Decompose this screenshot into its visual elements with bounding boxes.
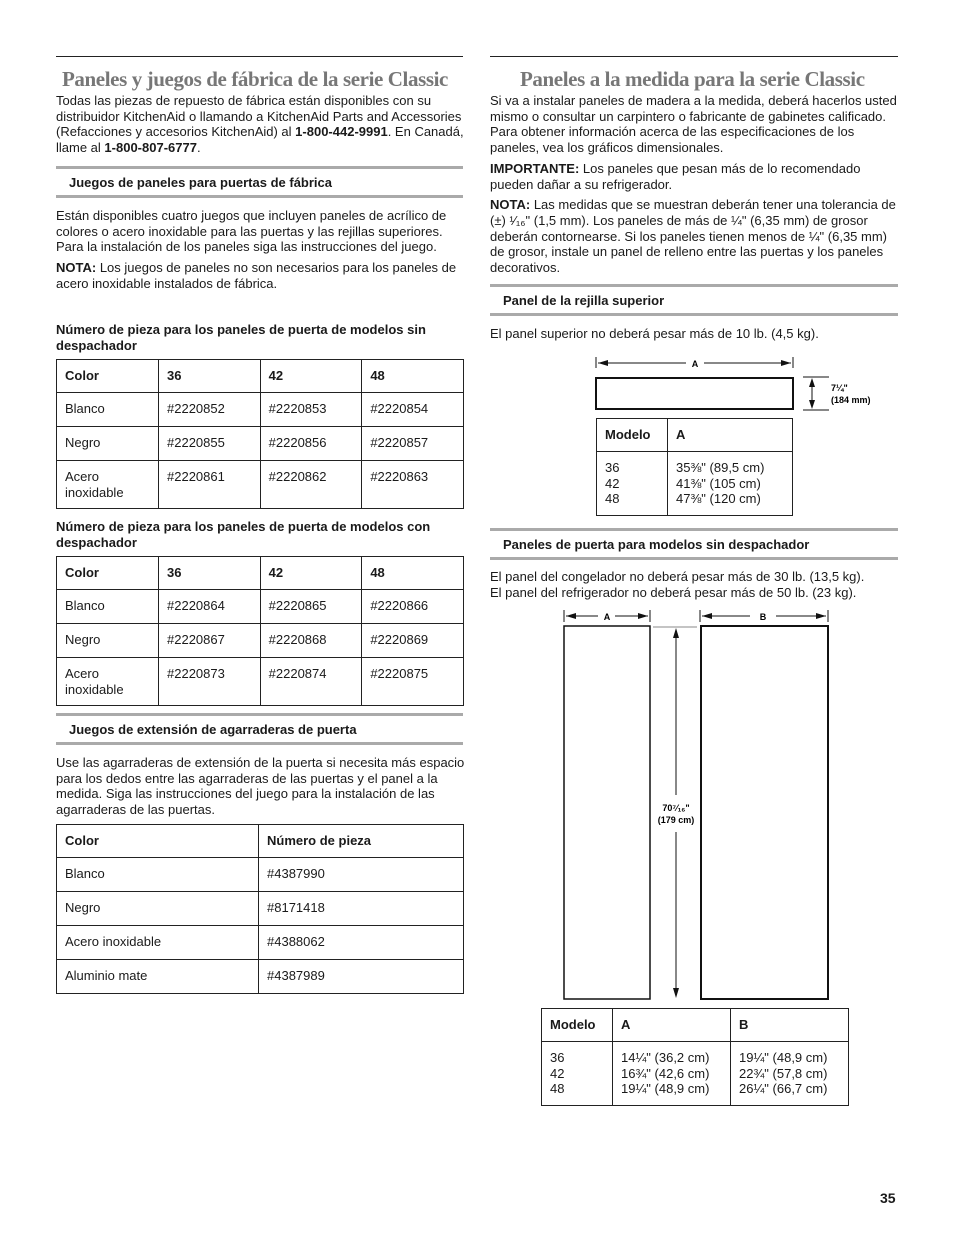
table-value: 19¼" (48,9 cm) [621,1081,710,1097]
grille-text: El panel superior no deberá pesar más de 10 lb. (4,5 kg). [490,326,819,341]
table-cell: Número de pieza [259,825,464,858]
table-cell: #2220861 [159,461,261,509]
table-cell: Acero inoxidable [57,926,259,960]
table-cell: #2220857 [362,427,464,461]
table-cell: Color [57,557,159,590]
table-cell: #4387990 [259,858,464,892]
table-cell: #4387989 [259,960,464,994]
table-cell: #2220874 [260,658,362,706]
table-cell: #2220856 [260,427,362,461]
table-cell: #4388062 [259,926,464,960]
table-value: 14¼" (36,2 cm) [621,1050,710,1065]
table-cell: 36 [159,557,261,590]
grille-dim-a: A [691,359,699,369]
handle-kits-text: Use las agarraderas de extensión de la puerta si necesita más espacio para los dedos entre las agarraderas de las puertas y el panel a la medida. Siga las instrucciones del juego para la instalación de las agarraderas de las puertas. [56,755,465,818]
section-factory-panel-kits: Juegos de paneles para puertas de fábrica [56,166,463,198]
door-dimension-table [541,1008,849,1106]
table-cell [731,1042,849,1106]
table-value: 16¾" (42,6 cm) [621,1065,710,1081]
table-cell: #2220868 [260,624,362,658]
table-value: 36 [605,460,620,475]
table-cell: #2220873 [159,658,261,706]
table-cell: #2220854 [362,393,464,427]
table-cell: B [731,1009,849,1042]
door-panels-text: El panel del congelador no deberá pesar más de 30 lb. (13,5 kg). El panel del refrigerador no deberá pesar más de 50 lb. (23 kg). [490,569,865,600]
table-value: 42 [605,475,620,491]
table-cell: #2220853 [260,393,362,427]
left-intro: Todas las piezas de repuesto de fábrica están disponibles con su distribuidor KitchenAid o llamando a KitchenAid Parts and Accessories (Refacciones y accesorios KitchenAid) al 1-800-442-9991. En Canadá, llame al 1-800-807-6777. [56,93,464,156]
table-cell: Aluminio mate [57,960,259,994]
table-cell: 42 [260,360,362,393]
table-cell: Acero inoxidable [57,658,159,706]
table-cell: Blanco [57,858,259,892]
section-top-grille-panel: Panel de la rejilla superior [490,284,898,316]
table-cell: #2220852 [159,393,261,427]
door-dim-a: A [603,612,611,622]
table-cell: Blanco [57,393,159,427]
table-cell: Negro [57,892,259,926]
table-cell: Color [57,825,259,858]
table-cell: #2220869 [362,624,464,658]
table-cell: #2220875 [362,658,464,706]
table-cell: 48 [362,557,464,590]
table-cell: Modelo [542,1009,613,1042]
table-cell: #2220867 [159,624,261,658]
table-value: 19¼" (48,9 cm) [739,1050,828,1065]
table-cell: A [668,419,793,452]
table-cell: 48 [362,360,464,393]
table-cell: 42 [260,557,362,590]
table-row [542,1042,849,1106]
table-header-row [542,1009,849,1042]
table-cell: A [613,1009,731,1042]
table-cell: #8171418 [259,892,464,926]
table-cell: 36 [159,360,261,393]
table-cell [613,1042,731,1106]
table-cell: #2220866 [362,590,464,624]
door-height: 70⁷⁄₁₆" [662,803,690,813]
table-cell: #2220863 [362,461,464,509]
table-value: 26¼" (66,7 cm) [739,1081,828,1097]
table2-title: Número de pieza para los paneles de puerta de modelos con despachador [56,519,431,550]
table-value: 42 [550,1065,565,1081]
table-cell: Blanco [57,590,159,624]
left-title: Paneles y juegos de fábrica de la serie Classic [62,67,448,91]
door-dim-b: B [759,612,767,622]
table1-title: Número de pieza para los paneles de puerta de modelos sin despachador [56,322,426,353]
table-value: 48 [605,491,620,507]
table-cell: #2220865 [260,590,362,624]
door-height-cm: (179 cm) [657,815,695,825]
table-cell: Negro [57,427,159,461]
table-value: 41⅜" (105 cm) [676,475,761,491]
table-cell: #2220864 [159,590,261,624]
grille-height: 7¼" [831,383,848,393]
table-cell: #2220855 [159,427,261,461]
grille-height-mm: (184 mm) [831,395,871,405]
right-title: Paneles a la medida para la serie Classic [520,67,865,91]
factory-kits-text: Están disponibles cuatro juegos que incluyen paneles de acrílico de colores o acero inoxidable para las puertas y las rejillas superiores. Para la instalación de los paneles siga las instrucciones del juego. NOTA: Los juegos de paneles no son necesarios para los paneles de acero inoxidable instalados de fábrica. [56,208,457,291]
table-value: 48 [550,1081,565,1097]
table-value: 35⅜" (89,5 cm) [676,460,765,475]
table-cell: Modelo [597,419,668,452]
table-value: 47⅜" (120 cm) [676,491,761,507]
table-value: 22¾" (57,8 cm) [739,1065,828,1081]
table-cell: Acero inoxidable [57,461,159,509]
table-value: 36 [550,1050,565,1065]
page-number: 35 [880,1190,896,1206]
table-cell: Color [57,360,159,393]
right-intro: Si va a instalar paneles de madera a la medida, deberá hacerlos usted mismo o consultar un carpintero o fabricante de gabinetes calificado. Para obtener información acerca de las especificaciones de los paneles, vea los gráficos dimensionales. IMPORTANTE: Los paneles que pesan más de lo recomendado pueden dañar a su refrigerador. NOTA: Las medidas que se muestran deberán tener una tolerancia de (±) ¹⁄₁₆" (1,5 mm). Los paneles de más de ¼" (6,35 mm) de grosor deberán contornearse. Si los paneles tienen menos de ¼" (6,35 mm) de grosor, instale un panel de relleno entre las puertas y los paneles decorativos. [490,93,897,276]
section-door-panels: Paneles de puerta para modelos sin despachador [490,528,898,560]
section-handle-extension-kits: Juegos de extensión de agarraderas de puerta [56,713,463,745]
table-cell: #2220862 [260,461,362,509]
table-cell: Negro [57,624,159,658]
table-cell [542,1042,613,1106]
